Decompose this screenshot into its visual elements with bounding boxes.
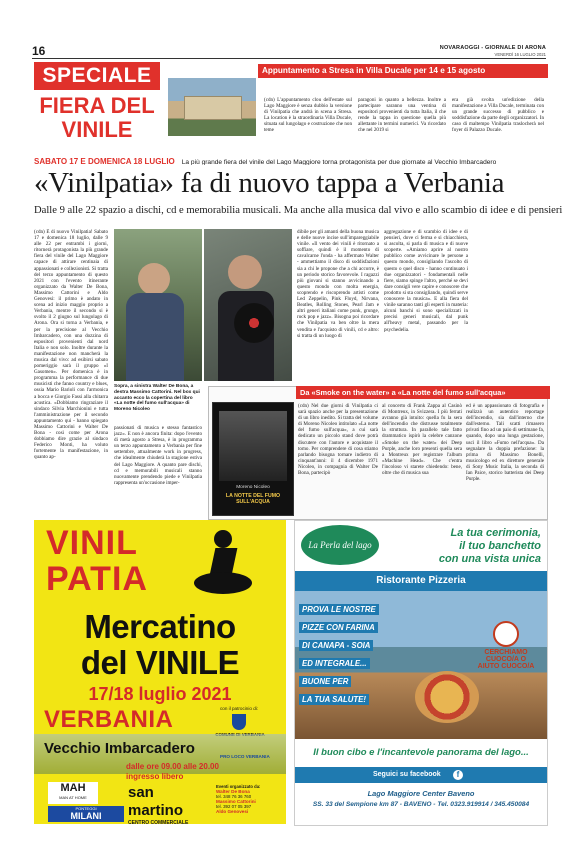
job-line-2: CUOCO/A O xyxy=(485,656,527,663)
promo-line: ED INTEGRALE... xyxy=(299,658,370,669)
promo-line: LA TUA SALUTE! xyxy=(299,694,369,705)
section-title-1: FIERA DEL xyxy=(39,93,155,118)
organizers-box xyxy=(216,784,282,822)
perla-logo-text: La Perla del lago xyxy=(308,540,372,550)
perla-tagline-2: il tuo banchetto xyxy=(459,540,541,552)
ad-perla xyxy=(294,520,548,826)
book-title: LA NOTTE DEL FUMO SULL'ACQUA xyxy=(225,493,281,505)
page-number: 16 xyxy=(32,44,46,58)
org-label: Eventi organizzato da: xyxy=(216,784,261,789)
org2-name: Massimo Cattorini xyxy=(216,799,256,804)
section-box xyxy=(34,62,160,150)
section-label: SPECIALE xyxy=(34,62,160,90)
main-col-4: aggregazione e di scambio di idee e di pensieri, dove ci ferma e si chiacchiera, si ascolta, si parla di musica e di nuove scoperte. «Amiamo aprire al nostro pubblico come avvicinare le persone a questo mondo, consigliando l'ascolto di questo o quel disco - hanno continuato i due organizzatori - fondamentali nelle fiere, siamo spinge l'altro, perché se devi dare consigli vere capire e conoscere che prodotto si sta consigliando, quindi serve conoscere la musica». E alla fiera del vinile saranno tanti gli esperti in materia: alcuni banchi si sono specializzati in precisi generi musicali, dal punk all'heavy metal, passando per la psychedelia. xyxy=(384,229,468,333)
headline: «Vinilpatia» fa di nuovo tappa a Verbania xyxy=(34,167,505,199)
promo-box xyxy=(299,599,415,707)
sidebar-col-1: (cdn) Nel due giorni di Vinilpatia ci sarà spazio anche per la presentazione di un libro inedito. Si tratta del volume di Moreno Nicoleo intitolato «La notte del fumo sull'acqua», a cui sarà dedicato un piccolo stand dove potrà discutere con l'autore e acquistare il tomo. Per comprendere di cosa stiamo parlando bisogna tornare indietro di cinquant'anni: il 4 dicembre 1971 Nicoleo, in compagnia di Walter De Bona, partecipò xyxy=(298,403,378,477)
ad-dates: 17/18 luglio 2021 xyxy=(88,684,232,704)
ad-title-1: Mercatino xyxy=(84,608,236,645)
perla-bottom-line: Il buon cibo e l'incantevole panorama del lago... xyxy=(313,747,529,758)
job-box xyxy=(471,621,541,670)
ad-city: VERBANIA xyxy=(44,706,174,733)
facebook-icon: f xyxy=(453,770,463,780)
sidebar-banner: Da «Smoke on the water» a «La notte del fumo sull'acqua» xyxy=(296,386,550,399)
chef-icon xyxy=(493,621,519,647)
sponsor-sanmartino-sub: CENTRO COMMERCIALE xyxy=(128,820,189,824)
perla-address-2: SS. 33 del Sempione km 87 - BAVENO - Tel. 0323.919914 / 345.450084 xyxy=(312,801,530,808)
subheadline: Dalle 9 alle 22 spazio a dischi, cd e memorabilia musicali. Ma anche alla musica dal vivo e allo scambio di idee e di pensieri xyxy=(34,205,563,216)
book-author: Moreno Nicoleo xyxy=(236,485,270,490)
kicker-date: SABATO 17 E DOMENICA 18 LUGLIO xyxy=(34,157,175,165)
stresa-col-2: paragoni in quanto a bellezza. Inoltre a partecipare saranno una ventina di espositori provenienti da tutta Italia, il che rende la tappa in questione quella più allettante in termini numerici. Va ricordato che nel 2019 si xyxy=(358,97,446,134)
vinyl-photo xyxy=(204,229,292,381)
ad-brand-bottom: PATIA xyxy=(46,560,148,598)
perla-venue-type: Ristorante Pizzeria xyxy=(376,575,466,586)
perla-address-1: Lago Maggiore Center Baveno xyxy=(367,789,475,798)
perla-logo xyxy=(301,525,379,565)
ad-vinilpatia xyxy=(34,520,286,824)
sponsor-milani-top: PONTEGGI xyxy=(75,806,97,811)
promo-line: BUONE PER xyxy=(299,676,351,687)
sponsor-milani-logo: MILANI xyxy=(70,811,102,821)
org1-name: Walter De Bona xyxy=(216,789,250,794)
photo-caption: Sopra, a sinistra Walter De Bona, a destra Massimo Cattorini. Nel box qui accanto ecco la copertina del libro «La notte del fumo sull'acqua» di Moreno Nicoleo xyxy=(114,384,200,413)
perla-tagline-1: La tua cerimonia, xyxy=(450,527,541,539)
ad-title-2: del VINILE xyxy=(80,644,240,681)
ad-brand-top: VINIL xyxy=(46,524,138,562)
kicker-text: La più grande fiera del vinile del Lago Maggiore torna protagonista per due giornate al Vecchio Imbarcadero xyxy=(181,159,497,165)
ad-entry: ingresso libero xyxy=(126,772,184,781)
perla-tagline-3: con una vista unica xyxy=(438,553,541,565)
promo-line: DI CANAPA - SOIA xyxy=(299,640,373,651)
sidebar-col-3: ed è un appassionato di fotografia e realizzò un autentico reportage dell'incendio, sia dall'interno che dall'esterno. Tali scatti rimasero privati fino ad un paio di settimane fa, quando, dopo una lunga gestazione, uscì il libro «Fumo nell'acqua». Da segnalare la doppia prefazione: la prima di Massimo Bonelli, musicologo ed ex direttore generale di Sony Music Italia, la seconda di Ian Paice, storico batterista dei Deep Purple. xyxy=(466,403,544,483)
promo-line: PROVA LE NOSTRE xyxy=(299,604,379,615)
stresa-banner: Appuntamento a Stresa in Villa Ducale per 14 e 15 agosto xyxy=(258,64,548,78)
promo-line: PIZZE CON FARINA xyxy=(299,622,378,633)
sponsor-mah xyxy=(48,782,98,804)
sponsor-sanmartino-logo: san martino xyxy=(128,784,184,819)
main-col-1: (cdn) È di nuovo Vinilpatia! Sabato 17 e domenica 18 luglio, dalle 9 alle 22 per entrambi i giorni, ritornerà protagonista la più grande fiera del vinile del Lago Maggiore capace di attirare centinaia di appassionati e collezionisti. Si tratta del terzo appuntamento di questo 2021 con l'evento itinerante organizzato da Walter De Bona, Massimo Cattorini e Aldo Genovesi: il primo è andato in scena ad inizio maggio proprio a Verbania, mentre il secondo si è svolto il 2 giugno sul lungolago di Arona. Ora si torna a Verbania, e per la precisione al Vecchio Imbarcadero, con una dozzina di espositori provenienti dal nord Italia e non solo. Inoltre durante la manifestazione non mancherà la musica dal vivo: ad esibirsi sabato pomeriggio sarà il gruppo «I Gasomen». Per domenica è in programma la performance di due musicisti che fanno country e blues, ossia Mario Barioli con l'armonica a bocca e Giorgio Fassi alla chitarra acustica. «Dobbiamo ringraziare il sindaco Silvia Marchionini e tutta l'amministrazione per il secondo appuntamento qui - hanno spiegato Massimo Cattorini e Walter De Bona - così come per Arona dobbiamo dire grazie al sindaco Federico Monti, ha voluto fortemente la manifestazione, in quanto ap- xyxy=(34,229,108,461)
org1-tel: tel. 348 76 36 760 xyxy=(216,794,252,799)
header-rule xyxy=(32,58,546,59)
ad-proloco: PRO LOCO VERBANIA xyxy=(220,754,270,759)
dancer-illustration xyxy=(184,528,264,602)
job-line-3: AIUTO CUOCO/A xyxy=(477,663,535,670)
sponsor-mah-sub: MAN AT HOME xyxy=(59,795,87,800)
stresa-col-3: era già svolta un'edizione della manifestazione a Villa Ducale, terminata con un grande successo di pubblico e soddisfazione da parte degli organizzatori. In caso di maltempo Vinilpatia traslocherà nel foyer di Palazzo Ducale. xyxy=(452,97,544,134)
sponsor-milani xyxy=(48,806,124,822)
perla-header-band xyxy=(295,571,547,591)
sidebar-col-2: al concerto di Frank Zappa al Casinò di Montreux, in Svizzera. I più ferrati avranno già intuito: quella fu la sera dell'incendio che distrusse totalmente la struttura. In parallelo tale fatto drammatico ispirò la celebre canzone «Smoke on the water» dei Deep Purple, anche loro presenti quella sera a Montreux per registrare l'album «Machine Head». Che c'entra l'incoloso vi starete chiedendo: bene, oltre che di musica sua xyxy=(382,403,462,477)
sponsor-mah-logo: MAH xyxy=(60,782,86,794)
book-cover xyxy=(212,402,294,516)
org2-tel: tel. 392 07 05 397 xyxy=(216,804,252,809)
issue-date: VENERDÌ 16 LUGLIO 2021 xyxy=(494,52,546,57)
masthead: NOVARAOGGI - GIORNALE DI ARONA xyxy=(439,45,546,51)
sponsor-sanmartino xyxy=(128,784,210,824)
org3-name: Aldo Genovesi xyxy=(216,809,249,814)
ad-hours: dalle ore 09.00 alle 20.00 xyxy=(126,762,219,771)
stresa-col-1: (cdn) L'appuntamento clou dell'estate sul Lago Maggiore è senza dubbio la versione di Vinilpatia che andrà in scena a Stresa. La location è la straordinaria Villa Ducale, situata sul lungolago e costruzione che non teme xyxy=(264,97,352,134)
organizers-photo xyxy=(114,229,202,381)
kicker xyxy=(34,154,546,165)
facebook-row xyxy=(295,767,547,783)
ad-patronage: con il patrocinio di: xyxy=(220,706,259,711)
villa-ducale-photo xyxy=(168,78,256,136)
ad-venue: Vecchio Imbarcadero xyxy=(44,740,195,757)
comune-crest-icon xyxy=(232,714,246,730)
main-col-2: passionati di musica e stesso fantastico jazz». E non è ancora finita: dopo l'evento di metà agosto a Stresa, è in programma un terzo appuntamento a Verbania per fine settembre, attualmente work in progress, che idealmente chiuderà la stagione estiva del Lago Maggiore. A quanto pare dischi, cd e memorabili musicali stanno nuovamente prendendo piede e Vinilpatia rappresenta un'occasione imper- xyxy=(114,425,202,486)
pizza-image xyxy=(415,671,479,723)
section-title-2: VINILE xyxy=(61,117,133,142)
main-col-3: dibile per gli amanti della buona musica e delle nuove incise sull'impareggiabile vinile. «Il vento dei vinili è ritornato a soffiare, quindi è il momento di cavalcarne l'onda - ha affermato Walter - ammettiamo il disco di soddisfazioni sia a chi le propone che a chi accorre, è un periodo storico favorevole. I ragazzi più giovani si stanno avvicinando a questo mondo con molta energia, scoprendo e riscoprendo artisti come Led Zeppelin, Pink Floyd, Nirvana, Beatles, Rolling Stones, Pearl Jam e altri generi italiani come punk, grunge, rock pop e jazz». Bisogna poi ricordare che Vinilpatia va ben oltre la mera vendita e l'acquisto di vinili, cd e altro: si tratta di un luogo di xyxy=(297,229,379,339)
job-line-1: CERCHIAMO xyxy=(484,649,528,656)
perla-social: Seguici su facebook xyxy=(373,771,441,778)
